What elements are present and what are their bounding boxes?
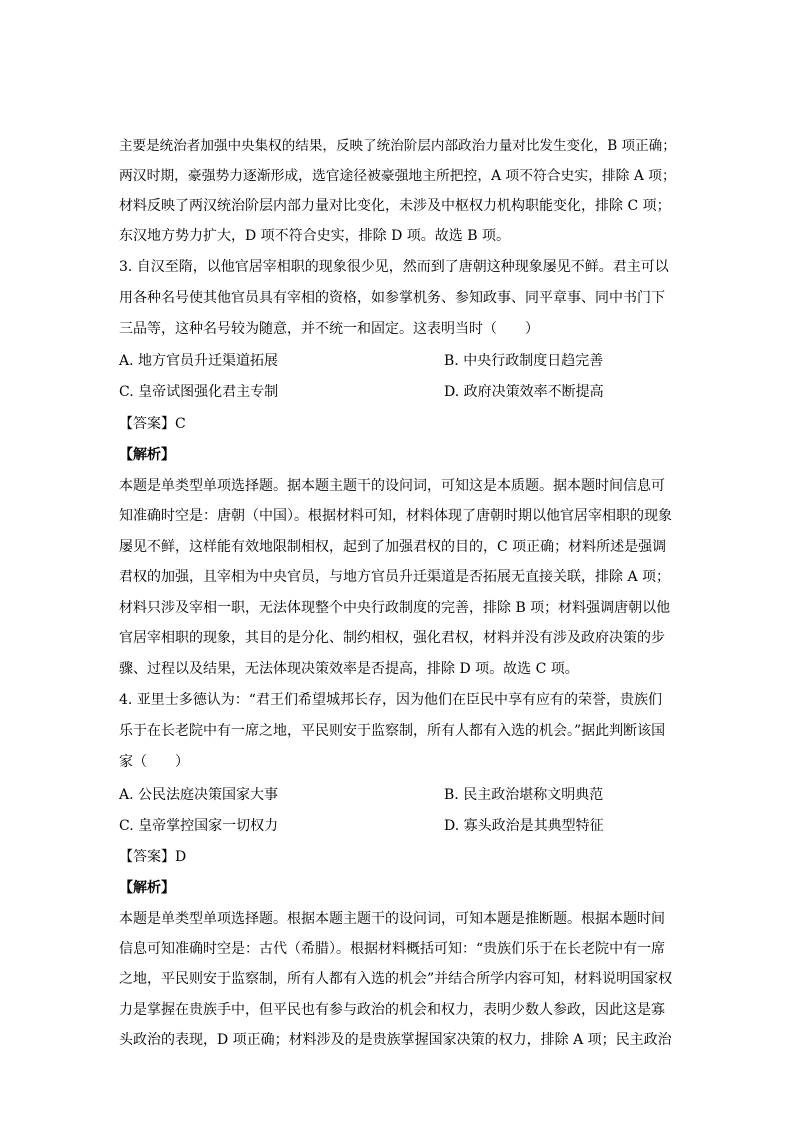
q3-analysis-line: 官居宰相职的现象，其目的是分化、制约相权，强化君权，材料并没有涉及政府决策的步 — [119, 630, 665, 646]
q4-option-b: B. 民主政治堪称文明典范 — [444, 787, 604, 803]
q4-analysis-line: 之地，平民则安于监察制，所有人都有入选的机会”并结合所学内容可知，材料说明国家权 — [119, 971, 673, 987]
q4-analysis-title: 【解析】 — [119, 880, 175, 896]
q4-option-a: A. 公民法庭决策国家大事 — [119, 787, 279, 803]
intro-line: 主要是统治者加强中央集权的结果，反映了统治阶层内部政治力量对比发生变化，B 项正确； — [119, 138, 676, 154]
intro-line: 材料反映了两汉统治阶层内部力量对比变化，未涉及中枢权力机构职能变化，排除 C 项； — [119, 198, 671, 214]
q4-analysis-line: 信息可知准确时空是：古代（希腊）。根据材料概括可知：“贵族们乐于在长老院中有一席 — [119, 941, 666, 957]
q4-analysis-line: 力是掌握在贵族手中，但平民也有参与政治的机会和权力，表明少数人参政，因此这是寡 — [119, 1002, 665, 1018]
q3-option-c: C. 皇帝试图强化君主专制 — [119, 384, 279, 400]
q3-analysis-line: 本题是单类型单项选择题。据本题主题干的设问词，可知这是本质题。据本题时间信息可 — [119, 478, 665, 494]
q4-stem-line: 4. 亚里士多德认为：“君王们希望城邦长存，因为他们在臣民中享有应有的荣誉，贵族们 — [119, 692, 662, 708]
q3-stem-line: 用各种名号使其他官员具有宰相的资格，如参掌机务、参知政事、同平章事、同中书门下 — [119, 290, 665, 306]
q4-option-c: C. 皇帝掌控国家一切权力 — [119, 818, 279, 834]
q3-analysis-title: 【解析】 — [119, 447, 175, 463]
q3-option-a: A. 地方官员升迁渠道拓展 — [119, 353, 279, 369]
intro-line: 东汉地方势力扩大，D 项不符合史实，排除 D 项。故选 B 项。 — [119, 228, 510, 244]
q3-analysis-line: 屡见不鲜，这样能有效地限制相权，起到了加强君权的目的，C 项正确；材料所述是强调 — [119, 539, 667, 555]
q4-option-d: D. 寡头政治是其典型特征 — [444, 818, 604, 834]
q3-answer: 【答案】C — [119, 416, 186, 432]
q4-stem-line: 家（ ） — [119, 754, 189, 770]
intro-line: 两汉时期，豪强势力逐渐形成，选官途径被豪强地主所把控，A 项不符合史实，排除 A 项； — [119, 168, 676, 184]
q4-analysis-line: 本题是单类型单项选择题。根据本题主题干的设问词，可知本题是推断题。根据本题时间 — [119, 911, 665, 927]
q3-analysis-line: 君权的加强，且宰相为中央官员，与地方官员升迁渠道是否拓展无直接关联，排除 A 项； — [119, 569, 671, 585]
q3-analysis-line: 知准确时空是：唐朝（中国）。根据材料可知，材料体现了唐朝时期以他官居宰相职的现象 — [119, 508, 672, 524]
q4-answer: 【答案】D — [119, 849, 187, 865]
q4-stem-line: 乐于在长老院中有一席之地，平民则安于监察制，所有人都有入选的机会。”据此判断该国 — [119, 723, 666, 739]
q3-stem-line: 3. 自汉至隋，以他官居宰相职的现象很少见，然而到了唐朝这种现象屡见不鲜。君主可以 — [119, 259, 669, 275]
q3-stem-line: 三品等，这种名号较为随意，并不统一和固定。这表明当时（ ） — [119, 321, 539, 337]
q3-analysis-line: 骤、过程以及结果，无法体现决策效率是否提高，排除 D 项。故选 C 项。 — [119, 661, 579, 677]
q3-analysis-line: 材料只涉及宰相一职，无法体现整个中央行政制度的完善，排除 B 项；材料强调唐朝以他 — [119, 600, 671, 616]
q4-analysis-line: 头政治的表现，D 项正确；材料涉及的是贵族掌握国家决策的权力，排除 A 项；民主政治 — [119, 1032, 672, 1048]
q3-option-b: B. 中央行政制度日趋完善 — [444, 353, 604, 369]
q3-option-d: D. 政府决策效率不断提高 — [444, 384, 604, 400]
